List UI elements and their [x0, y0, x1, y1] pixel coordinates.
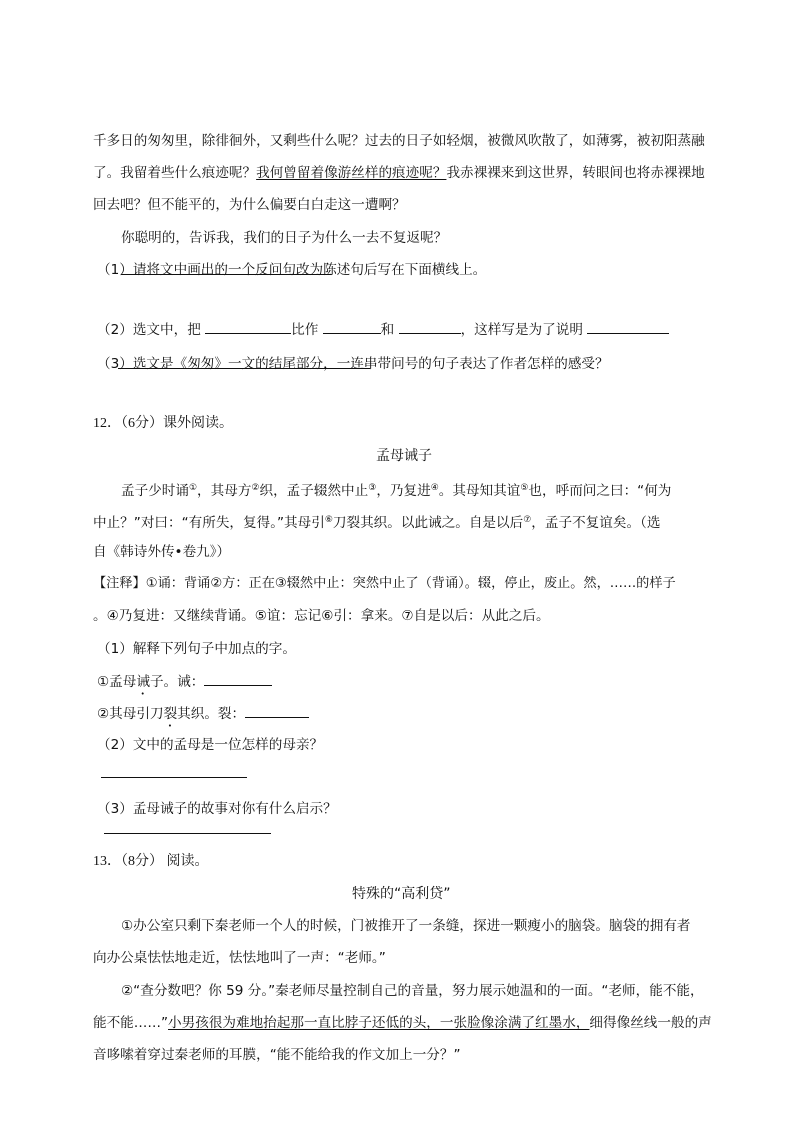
q12-sub3: （3）孟母诫子的故事对你有什么启示？: [97, 801, 337, 817]
q12-text-seg: ，乃复进: [376, 483, 431, 499]
q12-item-1-blank[interactable]: [204, 671, 272, 686]
q12-text-line-2: [93, 510, 660, 533]
q13-para-2-seg: 细得像丝线一般的声: [589, 1015, 712, 1031]
q13-para-1-line-1: ①办公室只剩下秦老师一个人的时候，门被推开了一条缝，探进一颗瘦小的脑袋。脑袋的拥有者: [121, 918, 691, 934]
q13-title: 特殊的“高利贷”: [352, 886, 451, 902]
q12-sub2-answer-line[interactable]: [101, 777, 247, 778]
q11-sub2-text-b: 比作: [291, 322, 319, 338]
q11-sub2-text-d: ，这样写是为了说明: [460, 322, 583, 338]
q12-item-1-text: ①孟母: [97, 674, 137, 690]
q12-text-seg: 孟子少时诵: [121, 483, 189, 499]
footnote-marker: ①: [188, 483, 198, 493]
passage-line-2: [93, 163, 705, 183]
q12-item-2-text: ②其母引刀: [97, 706, 164, 722]
passage-line-4: 你聪明的，告诉我，我们的日子为什么一去不复返呢？: [121, 230, 448, 246]
passage-line-3: 回去吧？但不能平的，为什么偏要白白走这一遭啊？: [93, 197, 406, 213]
footnote-marker: ⑤: [520, 483, 529, 493]
q12-item-2: [97, 703, 309, 730]
q13-para-2-seg: 能不能……”: [93, 1015, 169, 1031]
q11-sub3: （3）选文是《匆匆》一文的结尾部分，一连串带问号的句子表达了作者怎样的感受？: [97, 356, 609, 372]
q12-sub2: （2）文中的孟母是一位怎样的母亲？: [97, 737, 324, 753]
q12-text-seg: 中止？”对曰：“有所失，复得。”其母引: [93, 515, 325, 531]
q12-item-2-label: 其织。裂：: [177, 706, 246, 722]
q12-item-2-blank[interactable]: [245, 703, 309, 718]
q12-notes-line-1: 【注释】①诵：背诵②方：正在③辍然中止：突然中止了（背诵）。辍，停止，废止。然，……的样子: [93, 576, 676, 591]
q12-text-seg: 刀裂其织。以此诫之。自是以后: [332, 515, 524, 531]
q13-para-2-line-3: 音哆嗦着穿过秦老师的耳膜，“能不能给我的作文加上一分？”: [93, 1047, 461, 1063]
q13-para-2-line-2: [93, 1013, 712, 1033]
q11-sub3-answer-line[interactable]: [118, 368, 370, 369]
q11-sub2-text-a: （2）选文中，把: [97, 322, 201, 338]
q12-text-seg: 也，呼而问之曰：“何为: [528, 483, 672, 499]
q12-title: 孟母诫子: [376, 448, 432, 464]
dotted-char: 裂: [163, 706, 178, 722]
q11-sub1: （1）请将文中画出的一个反问句改为陈述句后写在下面横线上。: [97, 262, 487, 278]
q11-sub2-text-c: 和: [380, 322, 395, 338]
q11-sub1-answer-line[interactable]: [121, 274, 331, 275]
q12-text-line-3: 自《韩诗外传•卷九》）: [93, 544, 231, 560]
footnote-marker: ④: [430, 483, 439, 493]
q11-sub2-blank-4[interactable]: [587, 319, 669, 334]
q12-text-seg: 。其母知其谊: [438, 483, 521, 499]
q12-sub1: （1）解释下列句子中加点的字。: [97, 641, 296, 657]
passage-line-1: 千多日的匆匆里，除徘徊外，又剩些什么呢？过去的日子如轻烟，被微风吹散了，如薄雾，被初阳蒸融: [93, 133, 705, 149]
q11-sub2-blank-2[interactable]: [323, 319, 381, 334]
q12-text-seg: 织，孟子辍然中止: [259, 483, 369, 499]
q12-header: 12．（6分）课外阅读。: [93, 416, 233, 431]
q11-sub2: [97, 319, 669, 340]
passage-line-2-start: 了。我留着些什么痕迹呢？: [93, 165, 257, 181]
passage-line-2-end: 我赤裸裸来到这世界，转眼间也将赤裸裸地: [446, 165, 705, 181]
q12-text-seg: ，孟子不复谊矣。（选: [531, 515, 661, 531]
underlined-sentence: 小男孩很为难地抬起那一直比脖子还低的头，一张脸像涂满了红墨水，: [168, 1015, 590, 1031]
marked-rhetorical-question: 我何曾留着像游丝样的痕迹呢？: [256, 165, 447, 181]
footnote-marker: ⑦: [523, 515, 532, 525]
q12-sub3-answer-line[interactable]: [104, 833, 271, 834]
q12-text-seg: ，其母方: [197, 483, 252, 499]
q11-sub2-blank-1[interactable]: [205, 319, 291, 334]
q13-header: 13．（8分） 阅读。: [93, 854, 209, 869]
q12-text-line-1: [121, 478, 671, 501]
q12-item-1: [97, 671, 272, 698]
footnote-marker: ⑥: [324, 515, 333, 525]
dotted-char: 诫: [136, 674, 150, 690]
q12-notes-line-2: 。④乃复进：又继续背诵。⑤谊：忘记⑥引：拿来。⑦自是以后：从此之后。: [93, 608, 550, 624]
q13-para-2-line-1: ②“查分数吧？你 59 分。”秦老师尽量控制自己的音量，努力展示她温和的一面。“老师，能不能，: [121, 983, 704, 999]
q12-item-1-label: 子。诫：: [149, 674, 205, 690]
footnote-marker: ③: [368, 483, 377, 493]
q13-para-1-line-2: 向办公桌怯怯地走近，怯怯地叫了一声：“老师。”: [93, 950, 386, 966]
footnote-marker: ②: [251, 483, 260, 493]
q11-sub2-blank-3[interactable]: [399, 319, 461, 334]
